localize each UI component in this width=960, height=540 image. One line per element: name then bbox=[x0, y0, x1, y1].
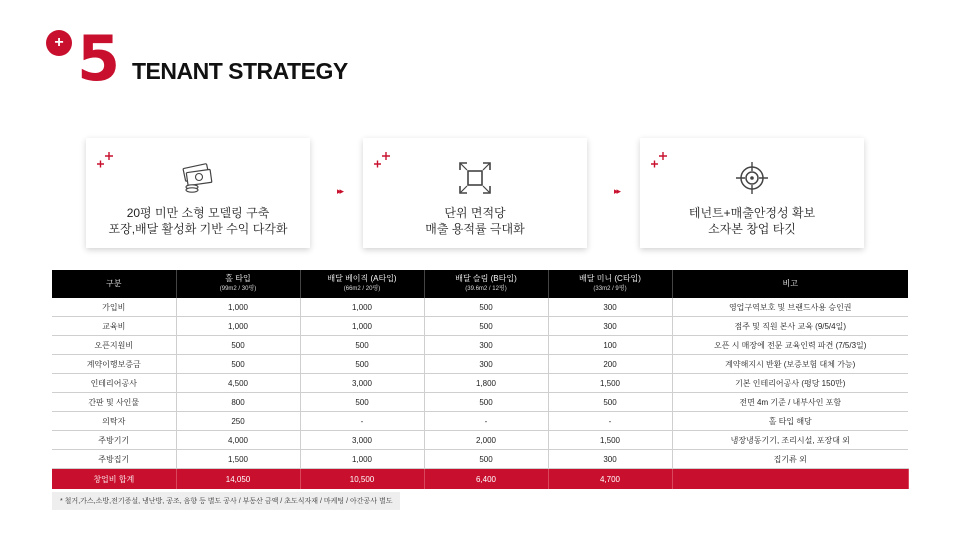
table-row bbox=[52, 355, 908, 374]
card-text-line1: 20평 미만 소형 모델링 구축 bbox=[126, 206, 270, 220]
column-header-sub: (39.6m2 / 12평) bbox=[465, 286, 507, 292]
column-header-label: 배달 미니 (C타입) bbox=[579, 274, 641, 283]
table-total-row bbox=[52, 469, 908, 490]
table-header-row bbox=[52, 270, 908, 298]
strategy-card-1 bbox=[86, 138, 310, 248]
table-cell: 의탁자 bbox=[52, 412, 176, 431]
table-row bbox=[52, 317, 908, 336]
strategy-card-2 bbox=[363, 138, 587, 248]
column-header bbox=[548, 270, 672, 298]
table-cell: 4,000 bbox=[176, 431, 300, 450]
table-cell: - bbox=[548, 412, 672, 431]
column-header-sub: (33m2 / 9평) bbox=[593, 286, 627, 292]
table-total-cell: 4,700 bbox=[548, 469, 672, 490]
table-cell: 주방기기 bbox=[52, 431, 176, 450]
sparkle-plus-icon bbox=[373, 148, 399, 170]
sparkle-plus-icon bbox=[650, 148, 676, 170]
table-cell: 1,000 bbox=[300, 298, 424, 317]
column-header bbox=[176, 270, 300, 298]
column-header-label: 배달 슬림 (B타입) bbox=[455, 274, 517, 283]
footnote: * 철거,가스,소방,전기증설, 냉난방, 공조, 음향 등 별도 공사 / 부동산 금액 / 초도식자재 / 마케팅 / 아간공사 별도 bbox=[52, 492, 400, 510]
expand-icon bbox=[457, 160, 493, 196]
table-cell: 3,000 bbox=[300, 374, 424, 393]
table-cell: 1,800 bbox=[424, 374, 548, 393]
table-cell: 500 bbox=[424, 317, 548, 336]
table-cell: 500 bbox=[424, 450, 548, 469]
column-header-label: 홀 타입 bbox=[225, 274, 251, 283]
table-cell: 3,000 bbox=[300, 431, 424, 450]
column-header-sub: (99m2 / 30평) bbox=[219, 286, 257, 292]
table-cell: 간판 및 사인물 bbox=[52, 393, 176, 412]
table-cell: 기본 인테리어공사 (평당 150만) bbox=[672, 374, 908, 393]
table-cell: 점주 및 직원 본사 교육 (9/5/4일) bbox=[672, 317, 908, 336]
table-cell: 500 bbox=[176, 355, 300, 374]
table-cell: 200 bbox=[548, 355, 672, 374]
table-cell: 4,500 bbox=[176, 374, 300, 393]
column-header bbox=[672, 270, 908, 298]
target-icon bbox=[734, 160, 770, 196]
table-cell: 1,500 bbox=[548, 374, 672, 393]
table-cell: 300 bbox=[424, 336, 548, 355]
table-cell: 500 bbox=[300, 336, 424, 355]
column-header-label: 구분 bbox=[106, 279, 122, 288]
column-header-sub: (66m2 / 20평) bbox=[343, 286, 381, 292]
table-cell: 1,000 bbox=[300, 450, 424, 469]
table-cell: 500 bbox=[300, 355, 424, 374]
money-icon bbox=[180, 160, 216, 196]
table-total-cell: 6,400 bbox=[424, 469, 548, 490]
table-cell: 500 bbox=[424, 393, 548, 412]
section-number-badge bbox=[44, 22, 134, 98]
table-row bbox=[52, 450, 908, 469]
table-row bbox=[52, 431, 908, 450]
table-cell: 집기류 외 bbox=[672, 450, 908, 469]
table-cell: 1,500 bbox=[176, 450, 300, 469]
table-cell: 오픈 시 매장에 전문 교육인력 파견 (7/5/3일) bbox=[672, 336, 908, 355]
table-cell: 2,000 bbox=[424, 431, 548, 450]
table-row bbox=[52, 298, 908, 317]
table-cell: 냉장냉동기기, 조리시설, 포장대 외 bbox=[672, 431, 908, 450]
table-cell: 영업구역보호 및 브랜드사용 승인권 bbox=[672, 298, 908, 317]
table-row bbox=[52, 374, 908, 393]
table-cell: 계약이행보증금 bbox=[52, 355, 176, 374]
table-cell: 홀 타입 해당 bbox=[672, 412, 908, 431]
table-cell: 교육비 bbox=[52, 317, 176, 336]
table-cell: 1,000 bbox=[176, 298, 300, 317]
card-text-line1: 테넌트+매출안정성 확보 bbox=[688, 206, 816, 220]
table-row bbox=[52, 412, 908, 431]
table-cell: 주방집기 bbox=[52, 450, 176, 469]
table-cell: 300 bbox=[548, 317, 672, 336]
table-cell: 500 bbox=[300, 393, 424, 412]
table-cell: 오픈지원비 bbox=[52, 336, 176, 355]
column-header bbox=[424, 270, 548, 298]
table-row bbox=[52, 336, 908, 355]
table-cell: 300 bbox=[424, 355, 548, 374]
section-number: 5 bbox=[77, 22, 121, 95]
table-cell: 1,000 bbox=[300, 317, 424, 336]
table-cell: 1,500 bbox=[548, 431, 672, 450]
table-cell: - bbox=[424, 412, 548, 431]
table-total-cell: 14,050 bbox=[176, 469, 300, 490]
table-row bbox=[52, 393, 908, 412]
strategy-card-3 bbox=[640, 138, 864, 248]
table-cell: 500 bbox=[548, 393, 672, 412]
table-cell: 300 bbox=[548, 298, 672, 317]
table-cell: 전면 4m 기준 / 내부사인 포함 bbox=[672, 393, 908, 412]
table-cell: 인테리어공사 bbox=[52, 374, 176, 393]
table-cell: 500 bbox=[176, 336, 300, 355]
startup-cost-table bbox=[52, 270, 909, 489]
arrow-right-icon: ▸▸ bbox=[614, 186, 620, 196]
table-total-cell: 창업비 합계 bbox=[52, 469, 176, 490]
table-cell: 800 bbox=[176, 393, 300, 412]
column-header bbox=[300, 270, 424, 298]
card-text-line2: 소자본 창업 타깃 bbox=[708, 222, 796, 236]
table-cell: 100 bbox=[548, 336, 672, 355]
column-header bbox=[52, 270, 176, 298]
table-cell: 계약해지시 반환 (보증보험 대체 가능) bbox=[672, 355, 908, 374]
table-cell: 300 bbox=[548, 450, 672, 469]
table-cell: 1,000 bbox=[176, 317, 300, 336]
table-cell: 500 bbox=[424, 298, 548, 317]
sparkle-plus-icon bbox=[96, 148, 122, 170]
card-text-line1: 단위 면적당 bbox=[444, 206, 506, 220]
column-header-label: 배달 베이직 (A타입) bbox=[327, 274, 397, 283]
column-header-label: 비고 bbox=[782, 279, 798, 288]
arrow-right-icon: ▸▸ bbox=[337, 186, 343, 196]
table-cell: - bbox=[300, 412, 424, 431]
card-text-line2: 포장,배달 활성화 기반 수익 다각화 bbox=[108, 222, 288, 236]
table-cell: 가입비 bbox=[52, 298, 176, 317]
plus-dot-icon: + bbox=[46, 30, 72, 56]
page-title: TENANT STRATEGY bbox=[132, 58, 348, 84]
table-cell: 250 bbox=[176, 412, 300, 431]
table-total-cell bbox=[672, 469, 908, 490]
table-total-cell: 10,500 bbox=[300, 469, 424, 490]
card-text-line2: 매출 용적률 극대화 bbox=[425, 222, 525, 236]
